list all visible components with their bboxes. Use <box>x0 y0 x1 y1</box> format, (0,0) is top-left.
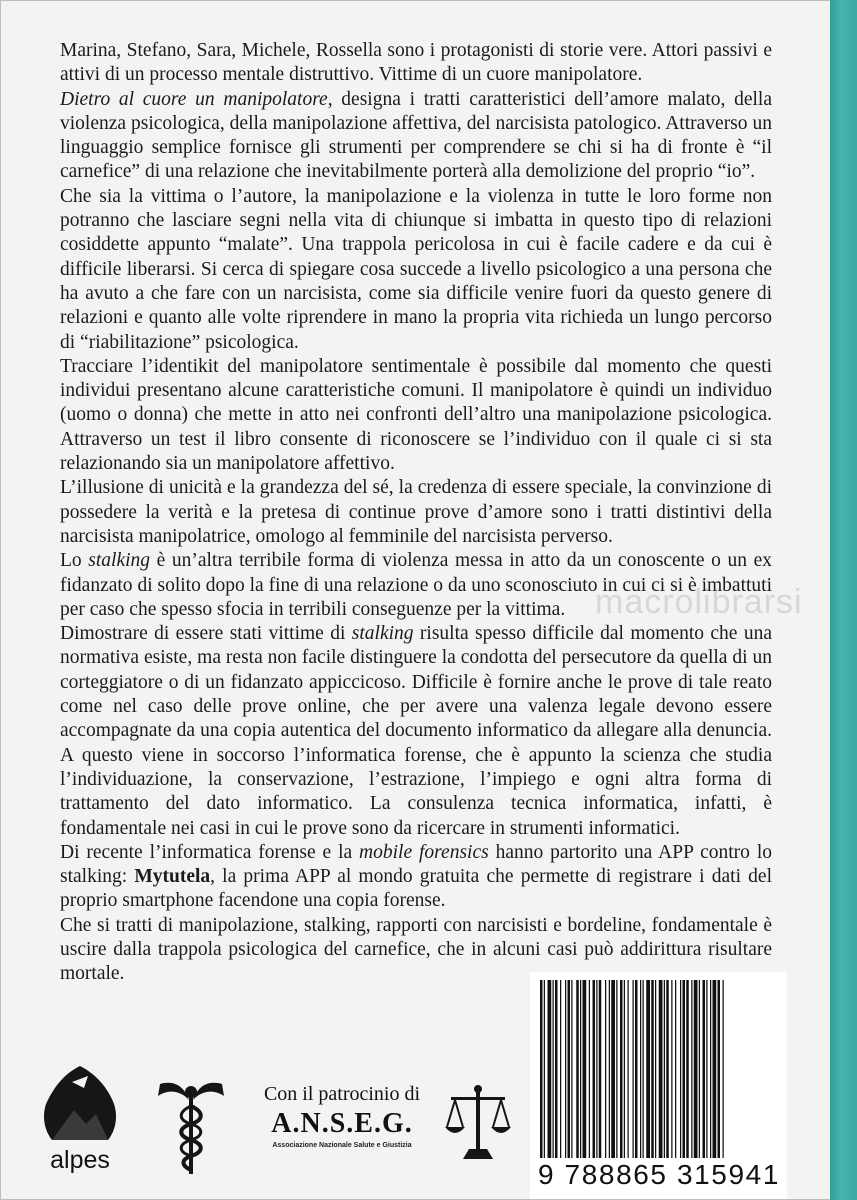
barcode-bar <box>544 980 545 1158</box>
barcode-bar <box>699 980 700 1158</box>
barcode-bar <box>611 980 615 1158</box>
patronage-block <box>247 1083 437 1149</box>
barcode-bar <box>666 980 669 1158</box>
italic-text: mobile forensics <box>359 841 489 863</box>
bold-text: Mytutela <box>134 866 211 888</box>
barcode-bar <box>616 980 617 1158</box>
barcode-bar <box>620 980 623 1158</box>
paragraph-text: , designa i tratti caratteristici dell’amore malato, della violenza psicologica, della manipolazione affettiva, del narcisista patologico. Attraverso un linguaggio semplice fornisce gli strumenti per comprendere se chi si ha di fronte è “il carnefice” di una relazione che inevitabilmente porterà alla demolizione del proprio “io”. <box>60 88 772 183</box>
paragraph-text: Marina, Stefano, Sara, Michele, Rossella sono i protagonisti di storie vere. Attori passivi e attivi di un processo mentale distruttivo. Vittime di un cuore manipolatore. <box>60 40 772 86</box>
cover-spine-stripe <box>830 0 857 1200</box>
barcode-bar <box>646 980 650 1158</box>
barcode-bar <box>565 980 566 1158</box>
barcode-bar <box>671 980 672 1158</box>
blurb-paragraph <box>60 622 772 841</box>
barcode-bar <box>718 980 721 1158</box>
caduceus-icon <box>156 1070 226 1176</box>
barcode-bar <box>540 980 543 1158</box>
patronage-label: Con il patrocinio di <box>263 1083 421 1105</box>
paragraph-text: hanno partorito una APP contro lo stalking: <box>60 841 772 888</box>
barcode-bar <box>553 980 554 1158</box>
barcode-bar <box>633 980 634 1158</box>
barcode-bar <box>583 980 587 1158</box>
barcode-bar <box>694 980 698 1158</box>
barcode-bar <box>651 980 654 1158</box>
barcode-bar <box>643 980 644 1158</box>
paragraph-text: L’illusione di unicità e la grandezza del sé, la credenza di essere speciale, la convinzione di possedere la verità e la pretesa di continue prove d’amore sono i tratti distintivi della narcisista manipolatrice, omologo al femminile del narcisista perverso. <box>60 477 772 547</box>
barcode-bar <box>683 980 686 1158</box>
barcode-bar <box>605 980 606 1158</box>
barcode-bar <box>664 980 665 1158</box>
blurb-paragraph <box>60 841 772 914</box>
barcode-bar <box>599 980 602 1158</box>
barcode-bar <box>555 980 558 1158</box>
paragraph-text: Dimostrare di essere stati vittime di <box>60 623 352 645</box>
paragraph-text: è un’altra terribile forma di violenza messa in atto da un conoscente o un ex fidanzato di solito dopo la fine di una relazione o da uno sconosciuto in cui ci si è imbattuti per caso che spesso sfocia in terribili conseguenze per la vittima. <box>60 550 772 620</box>
barcode-bar <box>593 980 596 1158</box>
watermark-text: macrolibrarsi <box>595 583 803 621</box>
barcode-bar <box>548 980 552 1158</box>
barcode-bar <box>560 980 561 1158</box>
barcode-bar <box>571 980 572 1158</box>
barcode-bar <box>723 980 724 1158</box>
barcode-bar <box>624 980 625 1158</box>
barcode-bar <box>710 980 711 1158</box>
blurb-paragraph <box>60 39 772 88</box>
isbn-barcode <box>530 972 787 1199</box>
paragraph-text: Che sia la vittima o l’autore, la manipolazione e la violenza in tutte le loro forme non potranno che lasciare segni nella vita di chiunque si imbatta in questo tipo di relazioni cosiddette appunto “malate”. Una trappola pericolosa in cui è facile cadere e da cui è difficile liberarsi. Si cerca di spiegare cosa succede a livello psicologico a una persona che ha avuto a che fare con un narcisista, come sia difficile venire fuori da questo genere di relazioni e quanto alle volte riprendere in mano la propria vita richieda un lungo percorso di “riabilitazione” psicologica. <box>60 185 772 353</box>
scales-of-justice-icon <box>443 1083 513 1163</box>
paragraph-text: Che si tratti di manipolazione, stalking, rapporti con narcisisti e bordeline, fondamentale è uscire dalla trappola psicologica del carnefice, che in alcuni casi può addirittura risultare mortale. <box>60 914 772 985</box>
barcode-bar <box>635 980 638 1158</box>
blurb-paragraph <box>60 476 772 549</box>
barcode-bar <box>589 980 590 1158</box>
publisher-name: alpes <box>50 1146 110 1174</box>
blurb-paragraph <box>60 88 772 185</box>
paragraph-text: Di recente l’informatica forense e la <box>60 841 360 863</box>
barcode-bar <box>580 980 581 1158</box>
paragraph-text: risulta spesso difficile dal momento che una normativa esiste, ma resta non facile distinguere la condotta del persecutore da quella di un corteggiatore o di un fidanzato appiccicoso. Difficile è fornire anche le prove di tale reato come nel caso delle prove online, che per avere una valenza legale devono essere accompagnate da una copia autentica del documento informatico da allegare alla denuncia. A questo viene in soccorso l’informatica forense, che è appunto la scienza che studia l’individuazione, la conservazione, l’estrazione, l’impiego e ogni altra forma di trattamento del dato informatico. La consulenza tecnica informatica, infatti, è fondamentale nei casi in cui le prove sono da ricercare in strumenti informatici. <box>60 623 772 839</box>
italic-text: Dietro al cuore un manipolatore <box>60 88 328 110</box>
barcode-bar <box>655 980 656 1158</box>
barcode-bar <box>691 980 692 1158</box>
italic-text: stalking <box>88 550 151 572</box>
barcode-bar <box>680 980 681 1158</box>
barcode-bar <box>686 980 689 1158</box>
barcode-bars <box>530 972 787 1162</box>
anseg-full-name: Associazione Nazionale Salute e Giustizia <box>272 1142 412 1149</box>
barcode-bar <box>675 980 676 1158</box>
blurb-text <box>60 39 772 987</box>
isbn-digits: 9 788865 315941 <box>538 1159 780 1190</box>
barcode-bar <box>568 980 571 1158</box>
barcode-bar <box>659 980 663 1158</box>
barcode-bar <box>713 980 717 1158</box>
barcode-bar <box>706 980 707 1158</box>
paragraph-text: , la prima APP al mondo gratuita che permette di registrare i dati del proprio smartphone facendone una copia forense. <box>60 866 772 912</box>
blurb-paragraph <box>60 185 772 355</box>
alpes-logo-icon <box>38 1064 122 1174</box>
italic-text: stalking <box>351 623 414 645</box>
anseg-logo-text: A.N.S.E.G. <box>271 1108 413 1139</box>
barcode-bar <box>703 980 706 1158</box>
barcode-bar <box>609 980 610 1158</box>
barcode-bar <box>640 980 641 1158</box>
paragraph-text: Lo <box>60 550 89 572</box>
paragraph-text: Tracciare l’identikit del manipolatore sentimentale è possibile dal momento che questi individui presentano alcune caratteristiche comuni. Il manipolatore è quindi un individuo (uomo o donna) che mette in atto nei confronti dell’altro una manipolazione psicologica. Attraverso un test il libro consente di riconoscere se l’individuo con il quale ci si sta relazionando sia un manipolatore affettivo. <box>60 355 772 475</box>
blurb-paragraph <box>60 355 772 476</box>
barcode-bar <box>576 980 579 1158</box>
barcode-bar <box>596 980 597 1158</box>
barcode-bar <box>628 980 629 1158</box>
